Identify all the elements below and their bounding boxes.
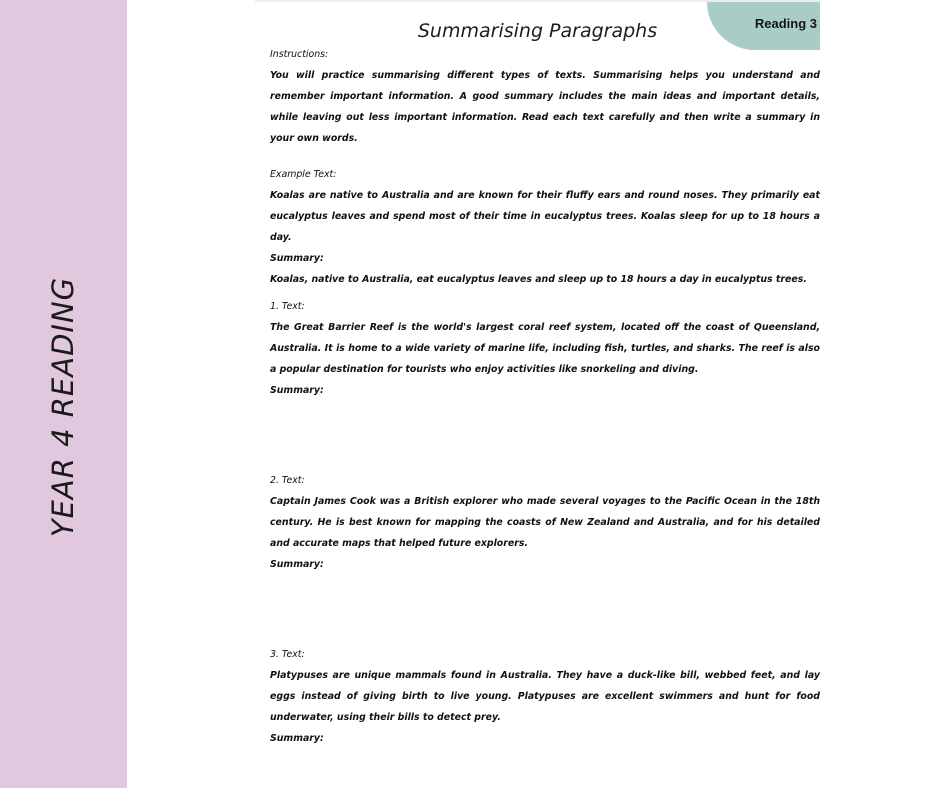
text-1-heading: 1. Text: (270, 301, 305, 312)
text-3-heading: 3. Text: (270, 649, 305, 660)
example-summary-text: Koalas, native to Australia, eat eucalyptus leaves and sleep up to 18 hours a day in eucalyptus trees. (270, 274, 807, 285)
instructions-text: You will practice summarising different types of texts. Summarising helps you understand and remember important information. A good summary includes the main ideas and important details, while leaving out less important information. Read each text carefully and then write a summary in your own words. (270, 70, 820, 144)
text-3-body: Platypuses are unique mammals found in Australia. They have a duck-like bill, webbed feet, and lay eggs instead of giving birth to live young. Platypuses are excellent swimmers and hunt for food underwater, using their bills to detect prey. (270, 670, 820, 723)
page-title: Summarising Paragraphs (417, 20, 658, 42)
text-1-summary-label: Summary: (270, 385, 324, 396)
text-2-body: Captain James Cook was a British explorer who made several voyages to the Pacific Ocean in the 18th century. He is best known for mapping the coasts of New Zealand and Australia, and for his detailed and accurate maps that helped future explorers. (270, 496, 820, 549)
text-1-answer-space[interactable] (270, 401, 820, 470)
text-2-heading: 2. Text: (270, 475, 305, 486)
example-summary-label: Summary: (270, 253, 324, 264)
text-3-summary-label: Summary: (270, 733, 324, 744)
text-2-answer-space[interactable] (270, 575, 820, 644)
sidebar (0, 0, 127, 788)
worksheet-content (270, 44, 820, 749)
text-1-body: The Great Barrier Reef is the world's largest coral reef system, located off the coast of Queensland, Australia. It is home to a wide variety of marine life, including fish, turtles, and sharks. The reef is also a popular destination for tourists who enjoy activities like snorkeling and diving. (270, 322, 820, 375)
worksheet-page (255, 0, 820, 788)
text-2-summary-label: Summary: (270, 559, 324, 570)
instructions-heading: Instructions: (270, 49, 329, 60)
example-text: Koalas are native to Australia and are known for their fluffy ears and round noses. They primarily eat eucalyptus leaves and spend most of their time in eucalyptus trees. Koalas sleep for up to 18 hours a day. (270, 190, 820, 243)
example-heading: Example Text: (270, 169, 337, 180)
reading-tab-label: Reading 3 (754, 16, 817, 31)
sidebar-label: YEAR 4 READING (46, 276, 80, 538)
